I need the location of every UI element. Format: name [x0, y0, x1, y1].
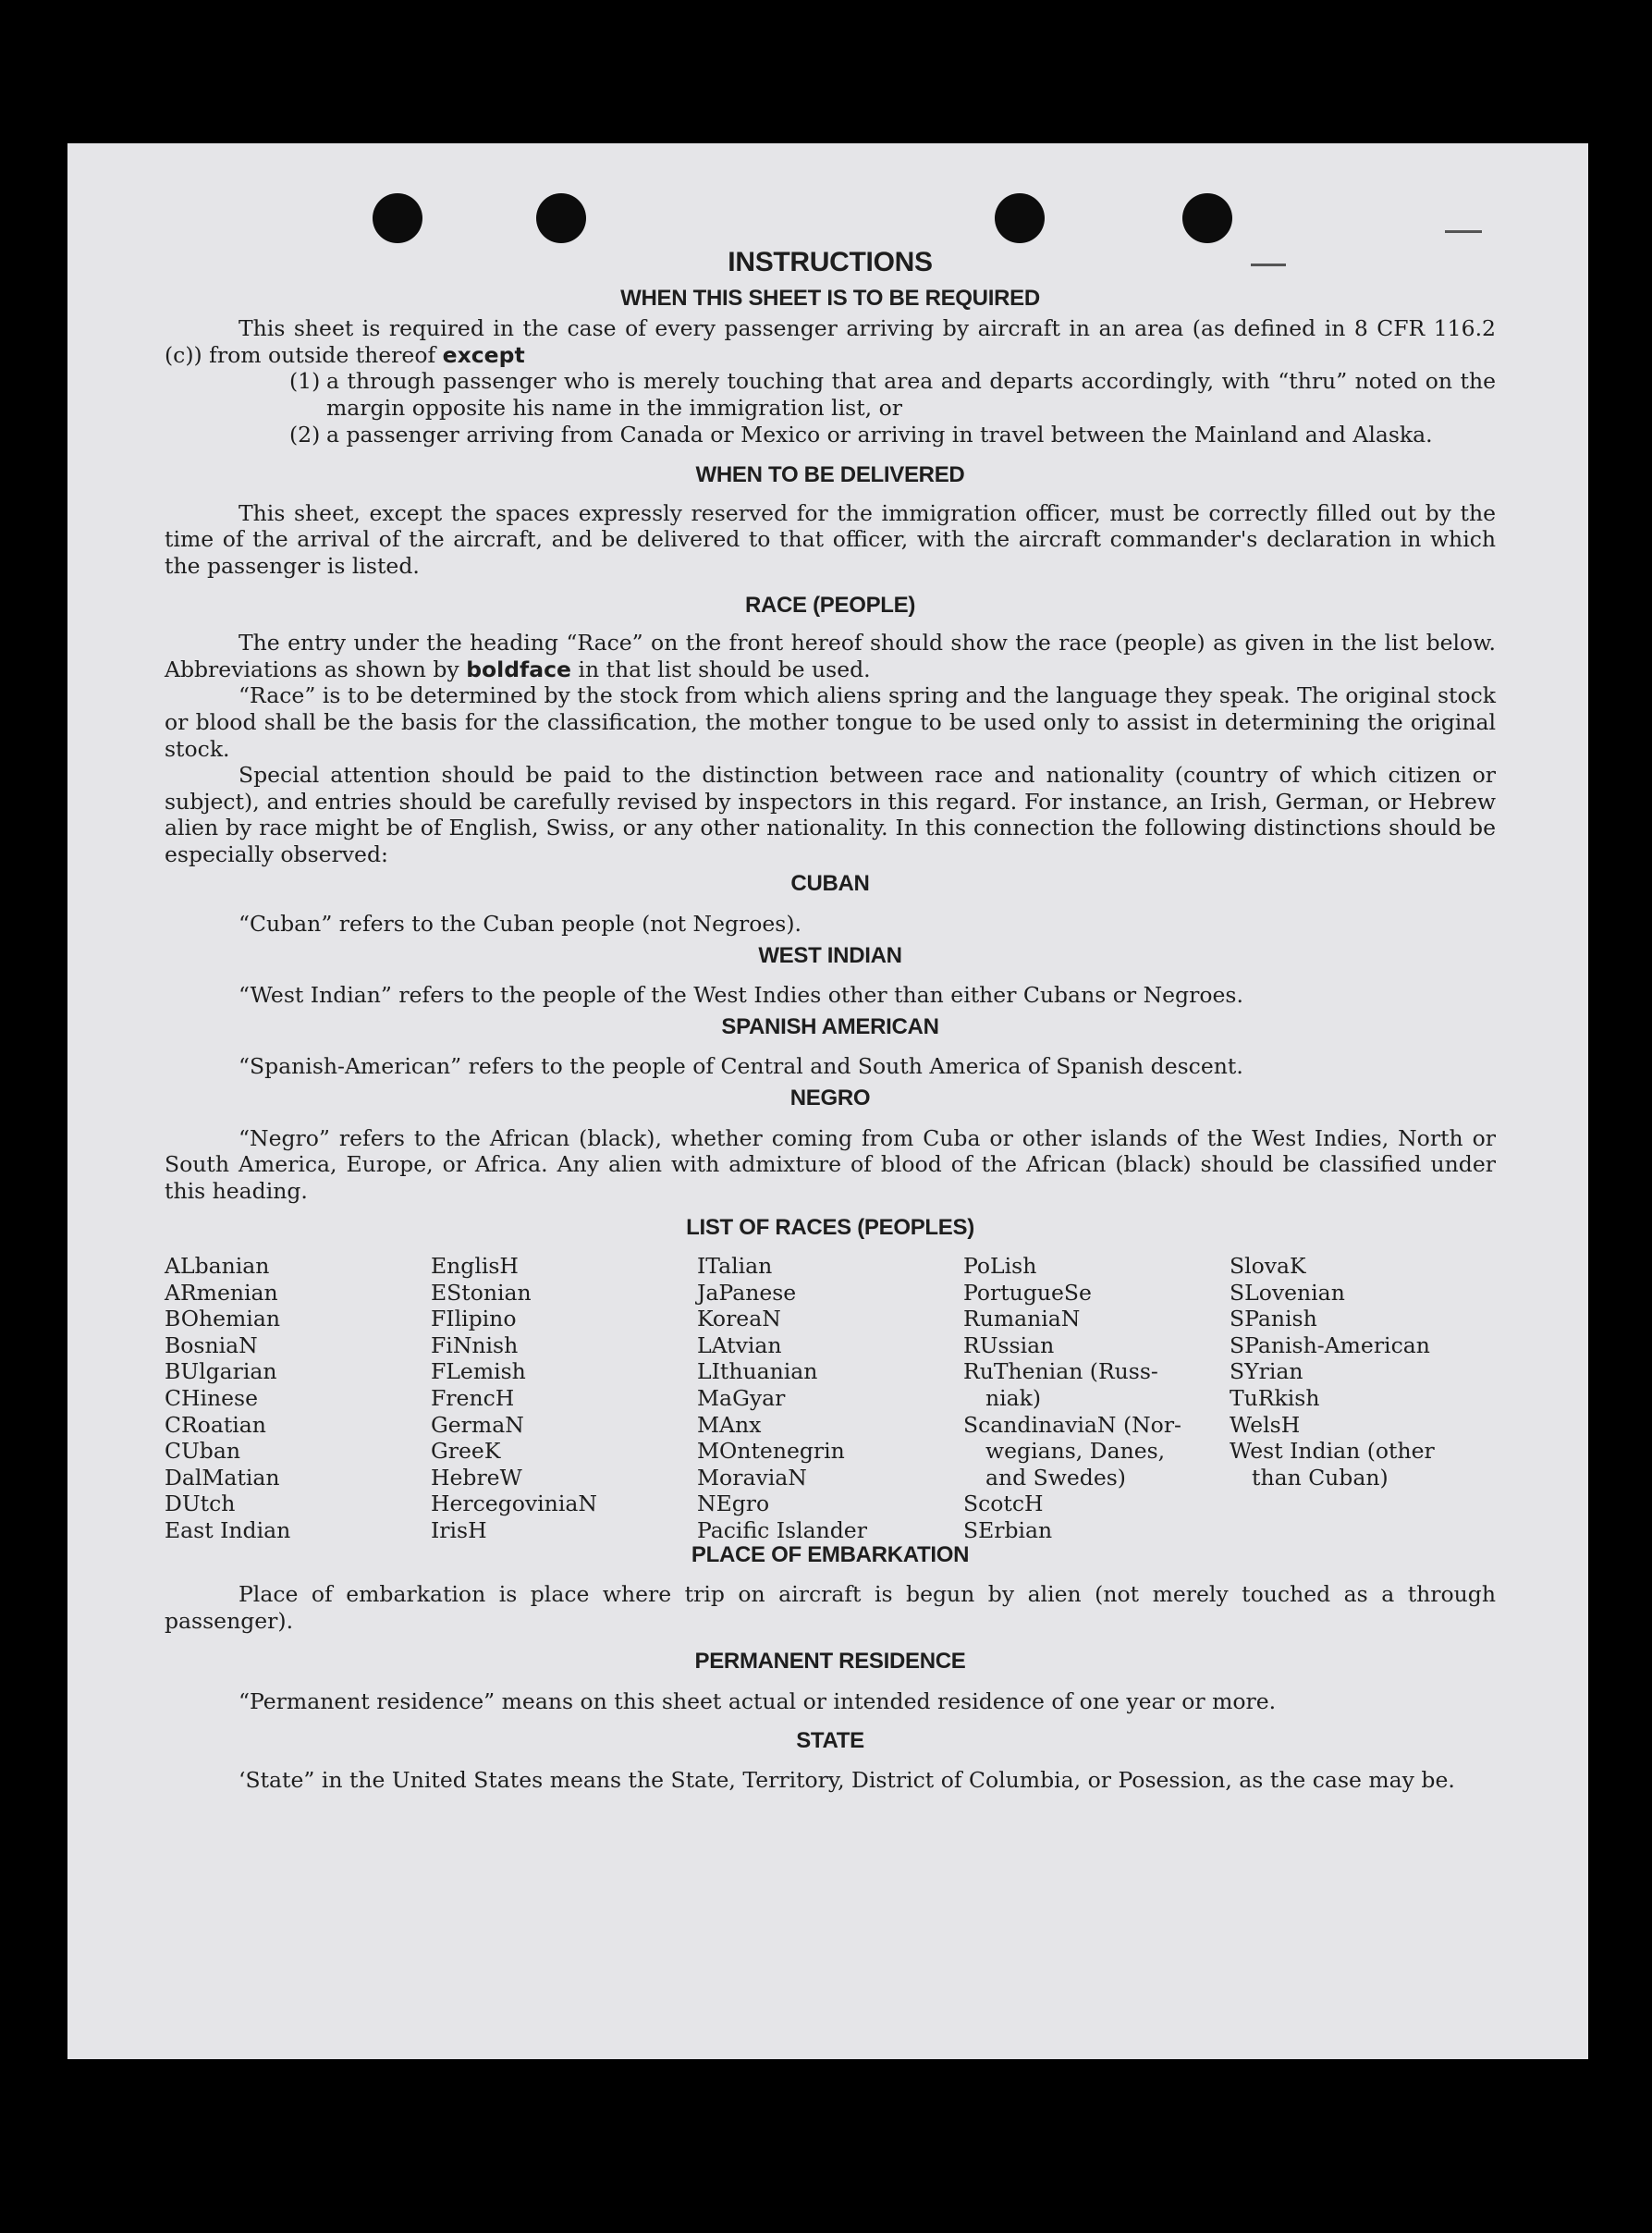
race-entry: wegians, Danes,	[985, 1438, 1166, 1465]
race-entry: LAtvian	[697, 1331, 782, 1358]
race-column	[697, 1253, 963, 1544]
race-entry: ITalian	[697, 1253, 773, 1279]
race-entry: ARmenian	[165, 1279, 278, 1306]
race-entry: RUssian	[963, 1331, 1055, 1358]
race-entry: IrisH	[431, 1516, 487, 1543]
race-column	[431, 1253, 697, 1544]
race-entry: MAnx	[697, 1411, 762, 1438]
paragraph: Special attention should be paid to the distinction between race and nationality (country of which citizen or subject), and entries should be carefully revised by inspectors in this regard. For instance, an Irish, German, or Hebrew alien by race might be of English, Swiss, or any other nationality. In this connection the following distinctions should be especially observed:	[165, 762, 1496, 867]
race-entry: GermaN	[431, 1411, 524, 1438]
race-entry: EStonian	[431, 1279, 532, 1306]
item-number: (2)	[289, 421, 321, 448]
race-entry: MoraviaN	[697, 1464, 807, 1491]
punch-hole	[536, 193, 586, 243]
section-heading: WHEN TO BE DELIVERED	[695, 462, 965, 488]
race-entry: SErbian	[963, 1516, 1053, 1543]
section-heading: LIST OF RACES (PEOPLES)	[686, 1215, 974, 1241]
page-title: INSTRUCTIONS	[728, 247, 933, 277]
paragraph: “Permanent residence” means on this sheet actual or intended residence of one year or more.	[239, 1687, 1277, 1714]
race-entry: FIlipino	[431, 1306, 517, 1332]
race-entry: FiNnish	[431, 1331, 519, 1358]
paragraph: “Race” is to be determined by the stock from which aliens spring and the language they speak. The original stock or blood shall be the basis for the classification, the mother tongue to be used only to assist in determining the original stock.	[165, 682, 1496, 762]
punch-hole	[373, 193, 422, 243]
race-entry: LIthuanian	[697, 1358, 818, 1385]
item-number: (1)	[289, 368, 321, 395]
race-entry: BOhemian	[165, 1306, 280, 1332]
race-entry: ALbanian	[165, 1253, 270, 1279]
race-entry: SPanish	[1230, 1306, 1317, 1332]
race-entry: NEgro	[697, 1491, 770, 1517]
race-entry: SYrian	[1230, 1358, 1303, 1385]
race-entry: GreeK	[431, 1438, 501, 1465]
race-list	[165, 1253, 1496, 1544]
paragraph: ‘State” in the United States means the State, Territory, District of Columbia, or Posession, as the case may be.	[239, 1767, 1455, 1794]
race-entry: and Swedes)	[985, 1464, 1126, 1491]
race-entry: CHinese	[165, 1384, 258, 1411]
race-entry: niak)	[985, 1384, 1042, 1411]
race-entry: MOntenegrin	[697, 1438, 845, 1465]
race-entry: EnglisH	[431, 1253, 519, 1279]
stray-mark	[1445, 230, 1482, 233]
section-heading: NEGRO	[789, 1086, 871, 1111]
race-entry: ScandinaviaN (Nor-	[963, 1411, 1181, 1438]
punch-hole	[995, 193, 1045, 243]
section-heading: SPANISH AMERICAN	[721, 1013, 939, 1039]
race-entry: WelsH	[1230, 1411, 1301, 1438]
paragraph	[165, 315, 1496, 368]
section-heading: WHEN THIS SHEET IS TO BE REQUIRED	[620, 285, 1040, 311]
list-item	[289, 368, 1496, 421]
race-entry: CUban	[165, 1438, 240, 1465]
race-entry: BosniaN	[165, 1331, 258, 1358]
section-heading: STATE	[796, 1727, 864, 1753]
bold-text: except	[442, 341, 525, 368]
paragraph: “West Indian” refers to the people of the West Indies other than either Cubans or Negroes.	[239, 982, 1243, 1009]
race-entry: ScotcH	[963, 1491, 1044, 1517]
race-entry: RuThenian (Russ-	[963, 1358, 1158, 1385]
race-entry: FrencH	[431, 1384, 515, 1411]
text-span: in that list should be used.	[578, 656, 871, 682]
paragraph: “Spanish-American” refers to the people of Central and South America of Spanish descent.	[239, 1053, 1243, 1080]
race-entry: SPanish-American	[1230, 1331, 1430, 1358]
document-page	[67, 143, 1588, 2059]
item-text: a passenger arriving from Canada or Mexico or arriving in travel between the Mainland and Alaska.	[326, 421, 1433, 448]
bold-text: boldface	[466, 656, 571, 682]
race-entry: HebreW	[431, 1464, 522, 1491]
punch-hole	[1182, 193, 1232, 243]
race-entry: RumaniaN	[963, 1306, 1081, 1332]
paragraph: Place of embarkation is place where trip on aircraft is begun by alien (not merely touched as a through passenger).	[165, 1581, 1496, 1634]
race-entry: FLemish	[431, 1358, 526, 1385]
section-heading: PERMANENT RESIDENCE	[694, 1649, 966, 1675]
section-heading: CUBAN	[790, 871, 870, 897]
instructions-content	[165, 247, 1496, 1794]
race-entry: CRoatian	[165, 1411, 266, 1438]
race-entry: JaPanese	[697, 1279, 797, 1306]
race-entry: East Indian	[165, 1516, 291, 1543]
section-heading: RACE (PEOPLE)	[744, 592, 916, 618]
list-item	[289, 422, 1496, 448]
race-column	[165, 1253, 431, 1544]
race-entry: BUlgarian	[165, 1358, 277, 1385]
race-entry: PortugueSe	[963, 1279, 1092, 1306]
race-column	[963, 1253, 1230, 1544]
race-entry: West Indian (other	[1230, 1438, 1435, 1465]
race-entry: MaGyar	[697, 1384, 786, 1411]
paragraph: This sheet, except the spaces expressly reserved for the immigration officer, must be correctly filled out by the time of the arrival of the aircraft, and be delivered to that officer, with the aircraft commander's declaration in which the passenger is listed.	[165, 499, 1496, 579]
race-entry: TuRkish	[1230, 1384, 1320, 1411]
text-span: The entry under the heading “Race” on the front hereof should show the race (people) as given in the list below. Abbreviations as shown by	[165, 630, 1496, 682]
race-entry: Pacific Islander	[697, 1516, 867, 1543]
paragraph: “Negro” refers to the African (black), whether coming from Cuba or other islands of the West Indies, North or South America, Europe, or Africa. Any alien with admixture of blood of the African (black) should be classified under this heading.	[165, 1124, 1496, 1204]
paragraph	[165, 630, 1496, 682]
text-span: This sheet is required in the case of every passenger arriving by aircraft in an area (as defined in 8 CFR 116.2 (c)) from outside thereof	[165, 315, 1496, 368]
paragraph: “Cuban” refers to the Cuban people (not Negroes).	[239, 911, 802, 938]
item-text: a through passenger who is merely touching that area and departs accordingly, with “thru” noted on the margin opposite his name in the immigration list, or	[326, 368, 1496, 421]
race-entry: than Cuban)	[1252, 1464, 1389, 1491]
race-entry: PoLish	[963, 1253, 1037, 1279]
race-entry: SLovenian	[1230, 1279, 1345, 1306]
race-column	[1230, 1253, 1496, 1544]
section-heading: WEST INDIAN	[758, 942, 902, 968]
race-entry: SlovaK	[1230, 1253, 1306, 1279]
race-entry: DalMatian	[165, 1464, 280, 1491]
race-entry: HercegoviniaN	[431, 1491, 597, 1517]
race-entry: DUtch	[165, 1491, 236, 1517]
race-entry: KoreaN	[697, 1306, 781, 1332]
section-heading: PLACE OF EMBARKATION	[691, 1541, 970, 1567]
